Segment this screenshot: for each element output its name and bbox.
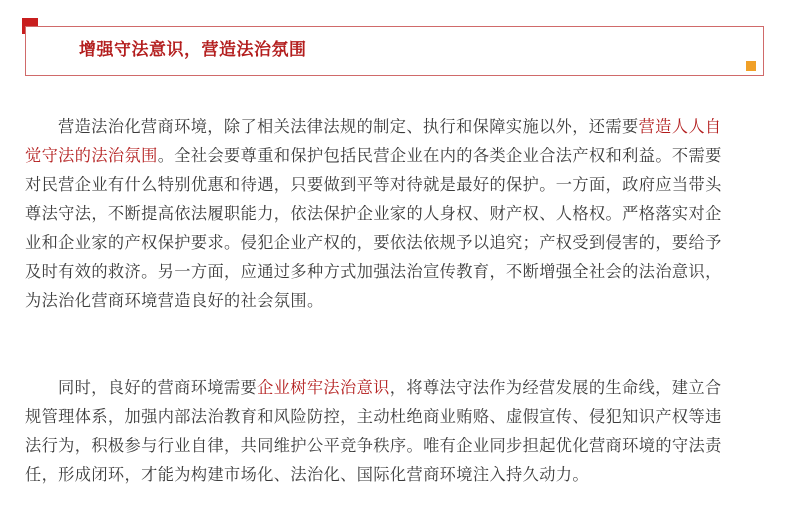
highlighted-text: 觉守法的法治氛围 <box>25 146 158 165</box>
paragraph-line <box>25 431 770 460</box>
paragraph-line <box>25 199 770 228</box>
paragraph-line <box>25 402 770 431</box>
text-segment: 对民营企业有什么特别优惠和待遇，只要做到平等对待就是最好的保护。一方面，政府应当带头 <box>25 175 722 194</box>
text-segment: 任，形成闭环，才能为构建市场化、法治化、国际化营商环境注入持久动力。 <box>25 465 589 484</box>
section-heading: 增强守法意识，营造法治氛围 <box>79 40 307 60</box>
text-segment: 。全社会要尊重和保护包括民营企业在内的各类企业合法产权和利益。不需要 <box>157 146 722 165</box>
text-segment: 法行为，积极参与行业自律，共同维护公平竞争秩序。唯有企业同步担起优化营商环境的守法责 <box>25 436 722 455</box>
highlighted-text: 企业树牢法治意识 <box>257 378 390 397</box>
paragraph-1 <box>25 112 770 315</box>
highlighted-text: 营造人人自 <box>638 117 722 136</box>
paragraph-line <box>25 170 770 199</box>
text-segment: 及时有效的救济。另一方面，应通过多种方式加强法治宣传教育，不断增强全社会的法治意识， <box>25 262 722 281</box>
text-segment: 为法治化营商环境营造良好的社会氛围。 <box>25 291 324 310</box>
paragraph-line <box>25 141 770 170</box>
heading-corner-orange-square <box>746 61 756 71</box>
paragraph-line <box>25 286 770 315</box>
paragraph-line <box>25 228 770 257</box>
paragraph-line <box>25 460 770 489</box>
paragraph-2 <box>25 373 770 489</box>
text-segment: 业和企业家的产权保护要求。侵犯企业产权的，要依法依规予以追究；产权受到侵害的，要给予 <box>25 233 722 252</box>
paragraph-line <box>25 373 770 402</box>
paragraph-line <box>25 257 770 286</box>
text-segment: 营造法治化营商环境，除了相关法律法规的制定、执行和保障实施以外，还需要 <box>58 117 639 136</box>
text-segment: 规管理体系，加强内部法治教育和风险防控，主动杜绝商业贿赂、虚假宣传、侵犯知识产权等违 <box>25 407 722 426</box>
text-segment: 尊法守法，不断提高依法履职能力，依法保护企业家的人身权、财产权、人格权。严格落实对企 <box>25 204 722 223</box>
text-segment: 同时，良好的营商环境需要 <box>58 378 258 397</box>
text-segment: ，将尊法守法作为经营发展的生命线，建立合 <box>389 378 722 397</box>
paragraph-line <box>25 112 770 141</box>
